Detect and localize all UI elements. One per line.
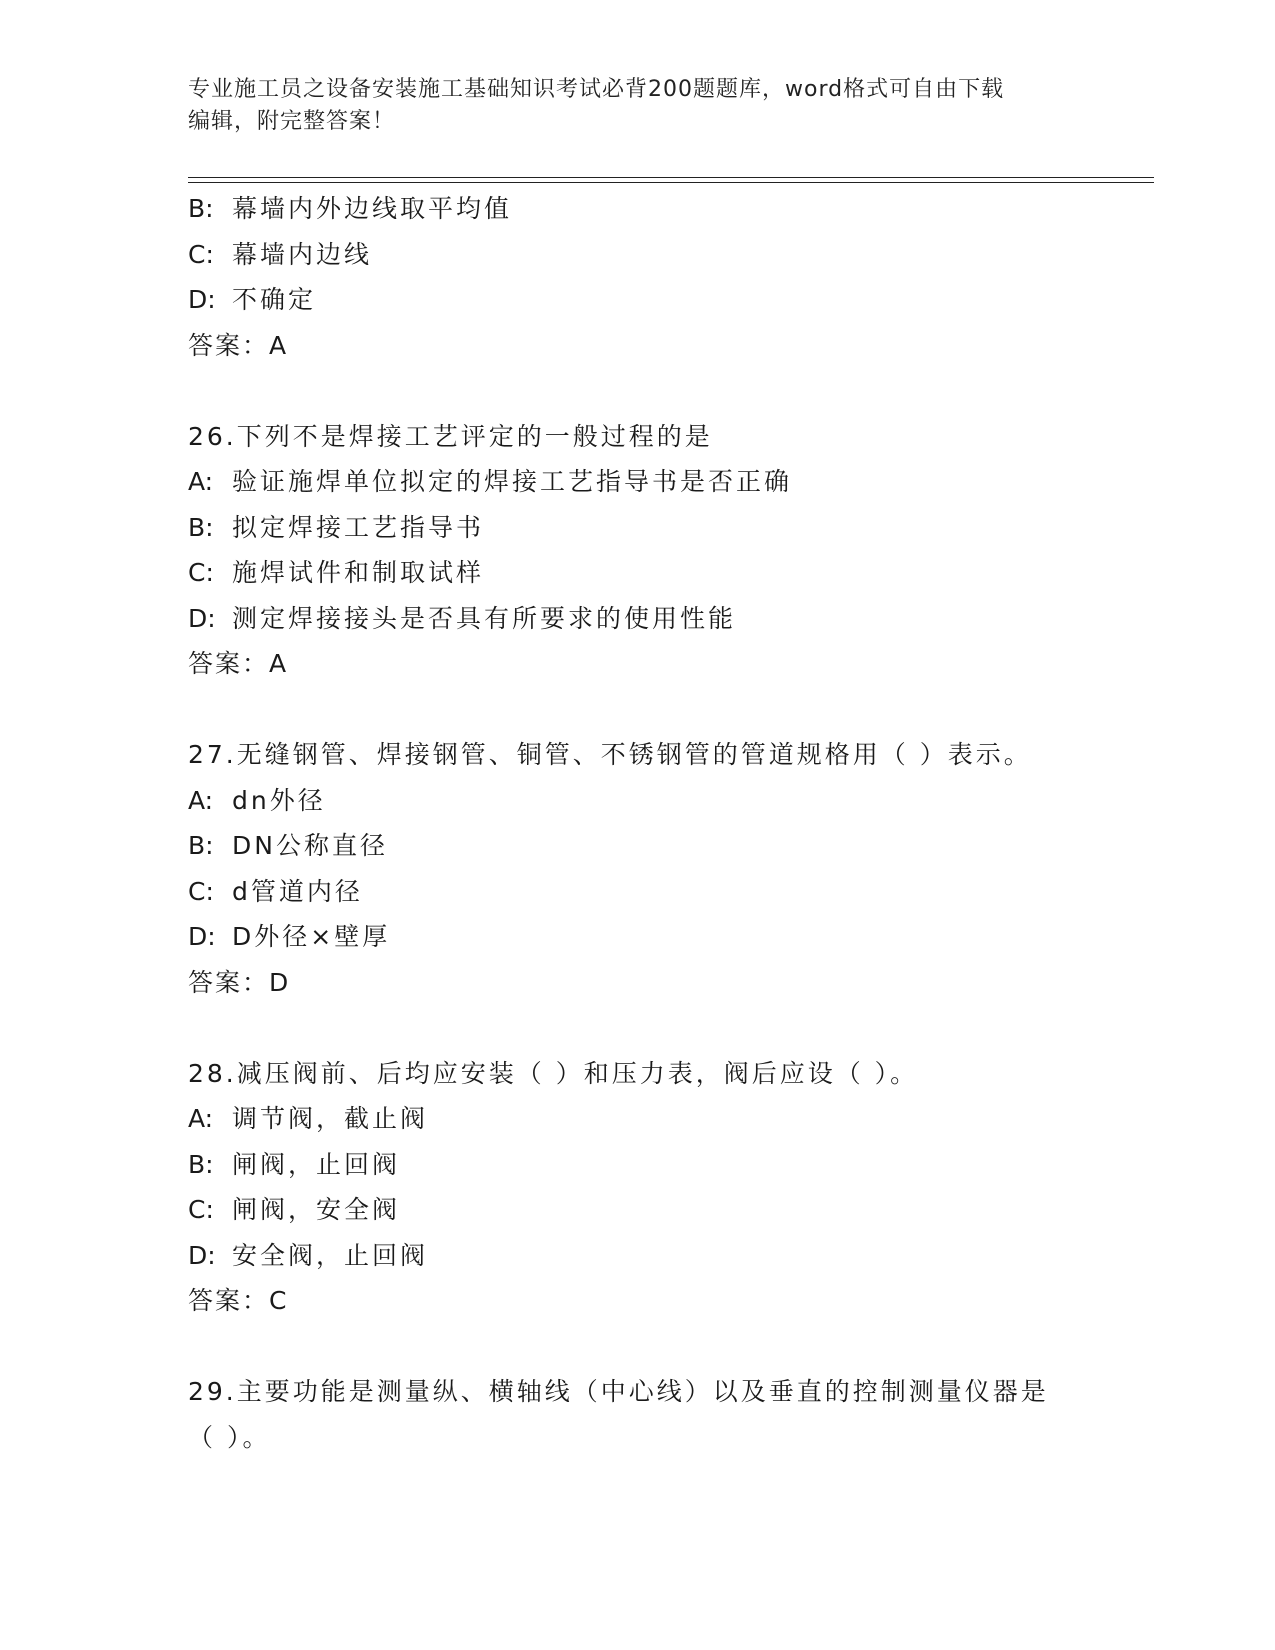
option-row (188, 232, 1148, 278)
option-label: D: (188, 285, 216, 314)
option-label: D: (188, 922, 216, 951)
question-stem-line-1: 29.主要功能是测量纵、横轴线（中心线）以及垂直的控制测量仪器是 (188, 1377, 1049, 1406)
option-label: B: (188, 1149, 214, 1179)
option-text: 调节阀，截止阀 (232, 1104, 429, 1133)
option-text: 闸阀，安全阀 (232, 1195, 401, 1224)
option-label: C: (188, 558, 214, 587)
option-label: C: (188, 1195, 214, 1224)
option-row (188, 914, 1148, 960)
option-text: 幕墙内边线 (232, 239, 373, 269)
option-label: C: (188, 876, 214, 906)
spacer (188, 368, 1148, 414)
option-row (188, 869, 1148, 915)
question-29 (188, 1369, 1148, 1460)
option-text: 安全阀，止回阀 (232, 1240, 429, 1270)
question-stem: 27.无缝钢管、焊接钢管、铜管、不锈钢管的管道规格用（ ）表示。 (188, 740, 1032, 769)
header-divider-bottom (188, 182, 1154, 183)
header-divider-top (188, 177, 1154, 178)
option-row (188, 186, 1148, 232)
option-text: 幕墙内外边线取平均值 (232, 194, 513, 223)
spacer (188, 1324, 1148, 1370)
option-text: D外径×壁厚 (232, 922, 391, 951)
option-label: C: (188, 239, 214, 269)
option-text: 闸阀，止回阀 (232, 1149, 401, 1179)
option-label: D: (188, 603, 216, 633)
option-text: d管道内径 (232, 876, 363, 906)
option-label: B: (188, 831, 214, 860)
option-label: B: (188, 512, 214, 542)
answer-line: 答案：A (188, 330, 289, 360)
option-text: 拟定焊接工艺指导书 (232, 512, 485, 542)
option-label: A: (188, 785, 214, 815)
option-row (188, 459, 1148, 505)
answer-line: 答案：D (188, 967, 291, 997)
option-label: D: (188, 1240, 216, 1270)
option-text: 验证施焊单位拟定的焊接工艺指导书是否正确 (232, 467, 793, 496)
option-row (188, 823, 1148, 869)
question-stem: 28.减压阀前、后均应安装（ ）和压力表，阀后应设（ ）。 (188, 1058, 919, 1088)
option-row (188, 596, 1148, 642)
option-label: A: (188, 467, 214, 496)
option-label: B: (188, 194, 214, 223)
question-stem-line-2: （ ）。 (188, 1422, 271, 1452)
option-row (188, 1187, 1148, 1233)
spacer (188, 687, 1148, 733)
header-line-1: 专业施工员之设备安装施工基础知识考试必背200题题库，word格式可自由下载 (188, 77, 1005, 102)
option-row (188, 1142, 1148, 1188)
question-27 (188, 732, 1148, 1005)
option-row (188, 277, 1148, 323)
question-28 (188, 1051, 1148, 1324)
answer-line: 答案：C (188, 1286, 289, 1315)
option-row (188, 505, 1148, 551)
option-text: dn外径 (232, 785, 326, 815)
option-label: A: (188, 1104, 214, 1133)
answer-line: 答案：A (188, 649, 289, 678)
option-text: 测定焊接接头是否具有所要求的使用性能 (232, 603, 737, 633)
spacer (188, 1005, 1148, 1051)
option-text: 不确定 (232, 285, 317, 314)
question-list (188, 186, 1148, 1460)
question-stem: 26.下列不是焊接工艺评定的一般过程的是 (188, 421, 713, 451)
option-text: 施焊试件和制取试样 (232, 558, 485, 587)
option-row (188, 778, 1148, 824)
question-26 (188, 414, 1148, 687)
header-line-2: 编辑，附完整答案！ (188, 109, 396, 134)
option-row (188, 550, 1148, 596)
option-row (188, 1096, 1148, 1142)
document-header (188, 74, 1068, 138)
option-row (188, 1233, 1148, 1279)
question-25-continued (188, 186, 1148, 368)
option-text: DN公称直径 (232, 831, 388, 860)
